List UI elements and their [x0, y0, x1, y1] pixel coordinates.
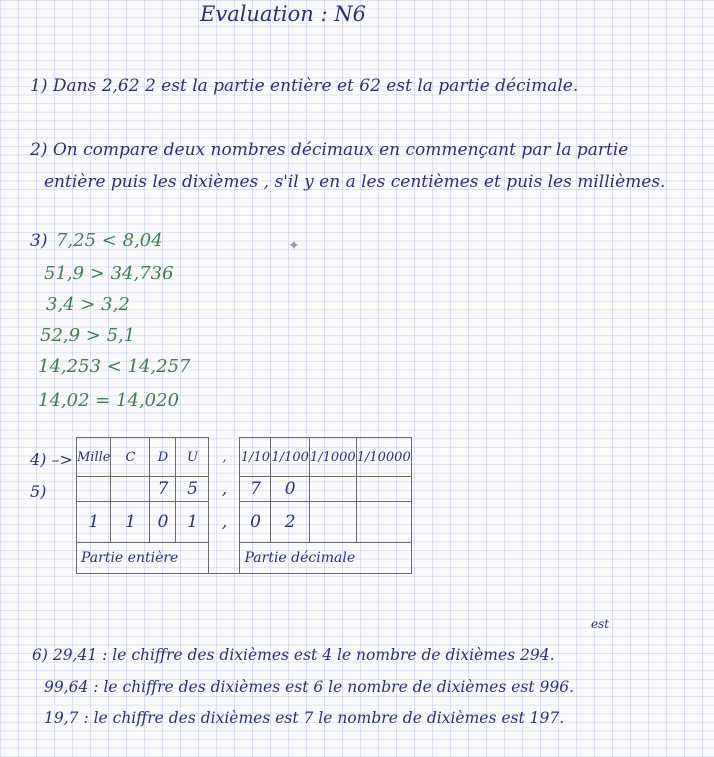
question-2-line-2: entière puis les dixièmes , s'il y en a les centièmes et puis les millièmes. — [44, 172, 666, 192]
table-cell: 0 — [240, 502, 271, 543]
header-hundredths: 1/100 — [271, 438, 309, 477]
header-dizaines: D — [150, 438, 176, 477]
table-cell — [77, 477, 111, 502]
table-cell: 2 — [271, 502, 309, 543]
partie-entiere-label: Partie entière — [77, 543, 209, 574]
question-3-label: 3) — [30, 231, 48, 251]
question-6-line-1-text: 6) 29,41 : le chiffre des dixièmes est 4 le nombre de dixièmes — [32, 646, 516, 664]
table-cell — [356, 502, 411, 543]
comparison-4: 52,9 > 5,1 — [40, 325, 136, 346]
footer-spacer — [209, 543, 240, 574]
question-6-line-3: 19,7 : le chiffre des dixièmes est 7 le nombre de dixièmes est 197. — [44, 709, 565, 727]
table-cell-comma: , — [209, 502, 240, 543]
header-thousandths: 1/1000 — [309, 438, 356, 477]
question-6-line-1-answer: 294. — [520, 646, 555, 664]
table-header-row — [77, 438, 412, 477]
comparison-3: 3,4 > 3,2 — [46, 294, 130, 315]
table-cell: 0 — [150, 502, 176, 543]
question-4-label: 4) –> — [30, 450, 73, 469]
question-6-line-2: 99,64 : le chiffre des dixièmes est 6 le nombre de dixièmes est 996. — [44, 678, 574, 696]
comparison-5: 14,253 < 14,257 — [38, 356, 191, 377]
table-cell: 1 — [111, 502, 150, 543]
table-cell: 7 — [150, 477, 176, 502]
table-row — [77, 502, 412, 543]
question-6-line-1 — [32, 646, 555, 664]
table-cell — [356, 477, 411, 502]
header-centaines: C — [111, 438, 150, 477]
header-comma: , — [209, 438, 240, 477]
question-2-line-1: 2) On compare deux nombres décimaux en commençant par la partie — [30, 140, 629, 160]
table-cell: 7 — [240, 477, 271, 502]
table-cell — [111, 477, 150, 502]
page-title: Evaluation : N6 — [200, 2, 366, 26]
table-cell: 1 — [176, 502, 209, 543]
comparison-6: 14,02 = 14,020 — [38, 390, 180, 411]
partie-decimale-label: Partie décimale — [240, 543, 411, 574]
header-unites: U — [176, 438, 209, 477]
table-cell: 0 — [271, 477, 309, 502]
table-cell — [309, 502, 356, 543]
header-ten-thousandths: 1/10000 — [356, 438, 411, 477]
place-value-table — [76, 437, 412, 574]
question-5-label: 5) — [30, 482, 47, 501]
ink-smudge: ✦ — [288, 238, 300, 254]
comparison-1: 7,25 < 8,04 — [56, 230, 163, 251]
inserted-est: est — [591, 617, 610, 631]
table-row — [77, 477, 412, 502]
header-mille: Mille — [77, 438, 111, 477]
table-cell-comma: , — [209, 477, 240, 502]
table-cell — [309, 477, 356, 502]
table-footer-row — [77, 543, 412, 574]
table-cell: 5 — [176, 477, 209, 502]
table-cell: 1 — [77, 502, 111, 543]
comparison-2: 51,9 > 34,736 — [44, 263, 174, 284]
header-tenths: 1/10 — [240, 438, 271, 477]
question-1: 1) Dans 2,62 2 est la partie entière et 62 est la partie décimale. — [30, 76, 579, 96]
